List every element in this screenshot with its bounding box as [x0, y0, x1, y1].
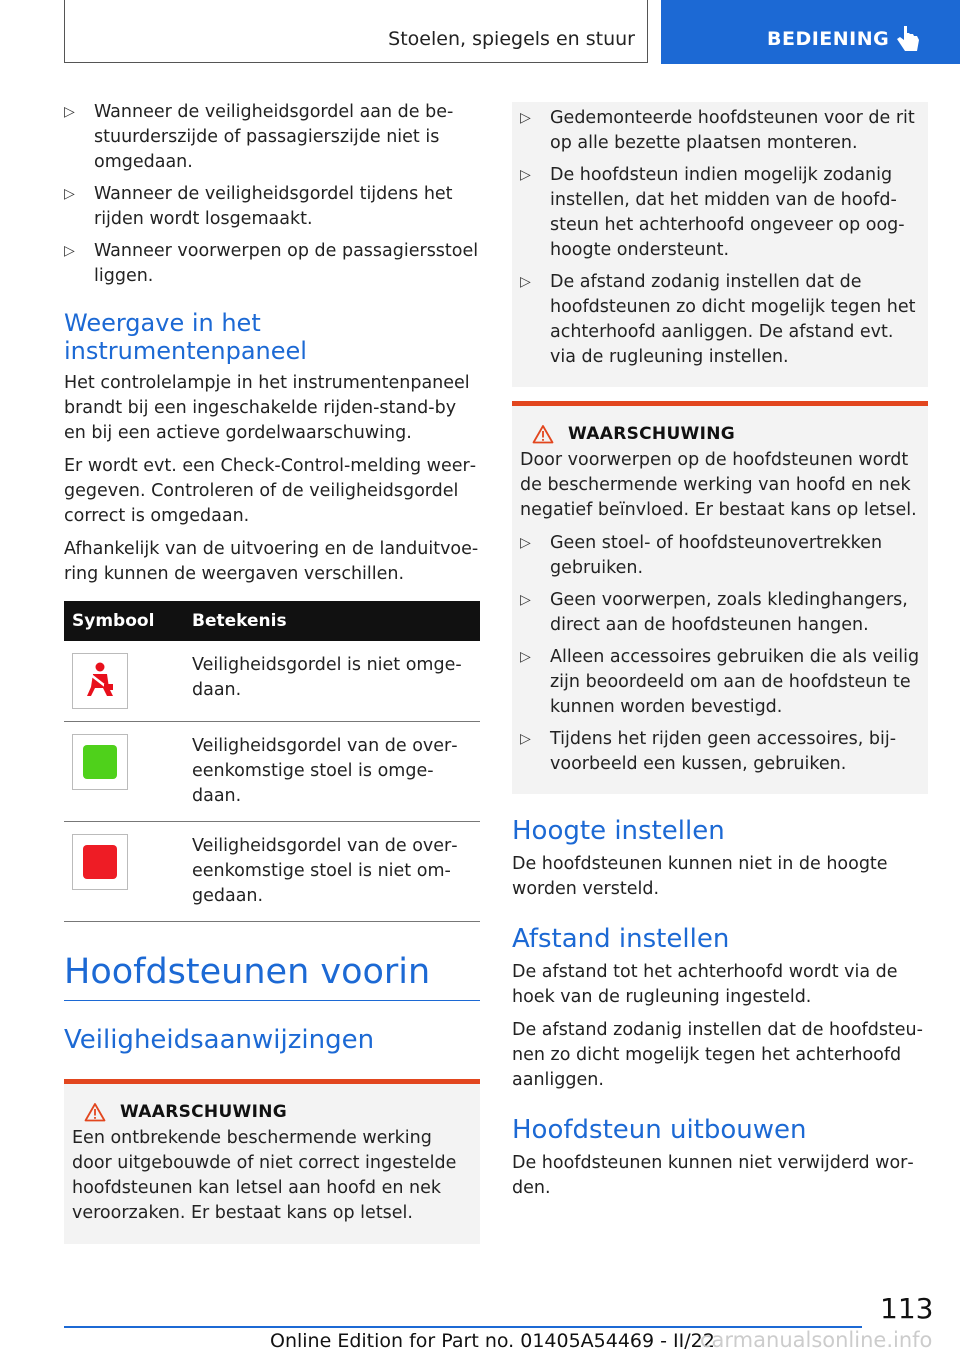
triangle-bullet-icon: ▷ [520, 535, 531, 551]
list-item: ▷ Wanneer voorwerpen op de passagiersstoel liggen. [64, 241, 479, 286]
table-header-meaning: Betekenis [184, 601, 480, 641]
left-column [64, 100, 480, 1244]
triangle-bullet-icon: ▷ [520, 731, 531, 747]
triangle-bullet-icon: ▷ [520, 649, 531, 665]
triangle-bullet-icon: ▷ [64, 243, 75, 259]
list-item: ▷ De afstand zodanig instellen dat de hoofdsteunen zo dicht mogelijk tegen het achterhoofd aanliggen. De afstand evt. via de rugleuning instellen. [520, 272, 916, 367]
instruction-list [520, 106, 920, 370]
red-square-icon [72, 834, 128, 890]
table-cell: Veiligheidsgordel van de overeenkomstige stoel is omgedaan. [184, 722, 480, 822]
heading-safety: Veiligheidsaanwijzingen [64, 1025, 375, 1055]
section-title: Stoelen, spiegels en stuur [388, 28, 635, 50]
paragraph: De afstand zodanig instellen dat de hoofdsteunen zo dicht mogelijk tegen het achterhoofd aanliggen. [512, 1020, 923, 1090]
paragraph: Het controlelampje in het instrumentenpaneel brandt bij een ingeschakelde rijden-stand-by en bij een actieve gordelwaarschuwing. [64, 373, 470, 443]
paragraph: De afstand tot het achterhoofd wordt via de hoek van de rugleuning ingesteld. [512, 962, 898, 1007]
table-row [64, 722, 480, 822]
green-square-icon [72, 734, 128, 790]
heading-height: Hoogte instellen [512, 816, 725, 846]
warning-text: Een ontbrekende beschermende werking door uitgebouwde of niet correct ingestelde hoofdsteunen kan letsel aan hoofd en nek veroorzaken. Er bestaat kans op letsel. [72, 1128, 457, 1223]
list-item: ▷ De hoofdsteun indien mogelijk zodanig instellen, dat het midden van de hoofdsteun het achterhoofd ongeveer op ooghoogte ondersteunt. [520, 165, 905, 260]
list-item: ▷ Wanneer de veiligheidsgordel tijdens het rijden wordt losgemaakt. [64, 184, 453, 229]
warning-box [512, 401, 928, 794]
warning-list [520, 531, 920, 777]
list-item: ▷ Geen stoel- of hoofdsteunovertrekken gebruiken. [520, 533, 883, 578]
watermark: carmanualsonline.info [700, 1328, 933, 1352]
triangle-bullet-icon: ▷ [520, 592, 531, 608]
right-column [512, 102, 928, 1209]
triangle-bullet-icon: ▷ [64, 186, 75, 202]
instruction-box [512, 102, 928, 387]
triangle-bullet-icon: ▷ [520, 110, 531, 126]
warning-triangle-icon [84, 1102, 106, 1122]
heading-distance: Afstand instellen [512, 924, 730, 954]
paragraph: De hoofdsteunen kunnen niet verwijderd worden. [512, 1153, 914, 1198]
warning-triangle-icon [532, 424, 554, 444]
page-number: 113 [880, 1292, 934, 1325]
edition-text: Online Edition for Part no. 01405A54469 - II/22 [270, 1330, 715, 1352]
hand-icon [895, 24, 921, 54]
list-item: ▷ Gedemonteerde hoofdsteunen voor de rit op alle bezette plaatsen monteren. [520, 108, 915, 153]
table-cell: Veiligheidsgordel van de overeenkomstige stoel is niet omgedaan. [184, 822, 480, 922]
list-item: ▷ Wanneer de veiligheidsgordel aan de bestuurderszijde of passagierszijde niet is omgedaan. [64, 102, 454, 172]
table-header-symbol: Symbool [64, 601, 184, 641]
warning-box [64, 1079, 480, 1244]
list-item: ▷ Alleen accessoires gebruiken die als veilig zijn beoordeeld om aan de hoofdsteun te kunnen worden bevestigd. [520, 647, 920, 717]
table-row [64, 641, 480, 722]
heading-display: Weergave in het instrumentenpaneel [64, 309, 307, 365]
header-section-box [64, 0, 648, 63]
warning-conditions-list [64, 100, 480, 289]
list-item: ▷ Tijdens het rijden geen accessoires, bijvoorbeeld een kussen, gebruiken. [520, 729, 897, 774]
heading-headrests: Hoofdsteunen voorin [64, 952, 480, 1001]
table-row [64, 822, 480, 922]
warning-title: WAARSCHUWING [120, 1102, 288, 1122]
warning-text: Door voorwerpen op de hoofdsteunen wordt de beschermende werking van hoofd en nek negatief beïnvloed. Er bestaat kans op letsel. [520, 450, 917, 520]
triangle-bullet-icon: ▷ [64, 104, 75, 120]
symbol-table [64, 601, 480, 922]
warning-title: WAARSCHUWING [568, 424, 736, 444]
chapter-title: BEDIENING [767, 28, 890, 50]
paragraph: Afhankelijk van de uitvoering en de landuitvoering kunnen de weergaven verschillen. [64, 539, 479, 584]
paragraph: De hoofdsteunen kunnen niet in de hoogte worden versteld. [512, 854, 888, 899]
triangle-bullet-icon: ▷ [520, 167, 531, 183]
header-chapter-box [661, 0, 960, 64]
table-cell: Veiligheidsgordel is niet omgedaan. [184, 641, 480, 722]
triangle-bullet-icon: ▷ [520, 274, 531, 290]
paragraph: Er wordt evt. een Check-Control-melding weergegeven. Controleren of de veiligheidsgordel correct is omgedaan. [64, 456, 477, 526]
seatbelt-icon [72, 653, 128, 709]
list-item: ▷ Geen voorwerpen, zoals kledinghangers, direct aan de hoofdsteunen hangen. [520, 590, 908, 635]
heading-remove: Hoofdsteun uitbouwen [512, 1115, 807, 1145]
